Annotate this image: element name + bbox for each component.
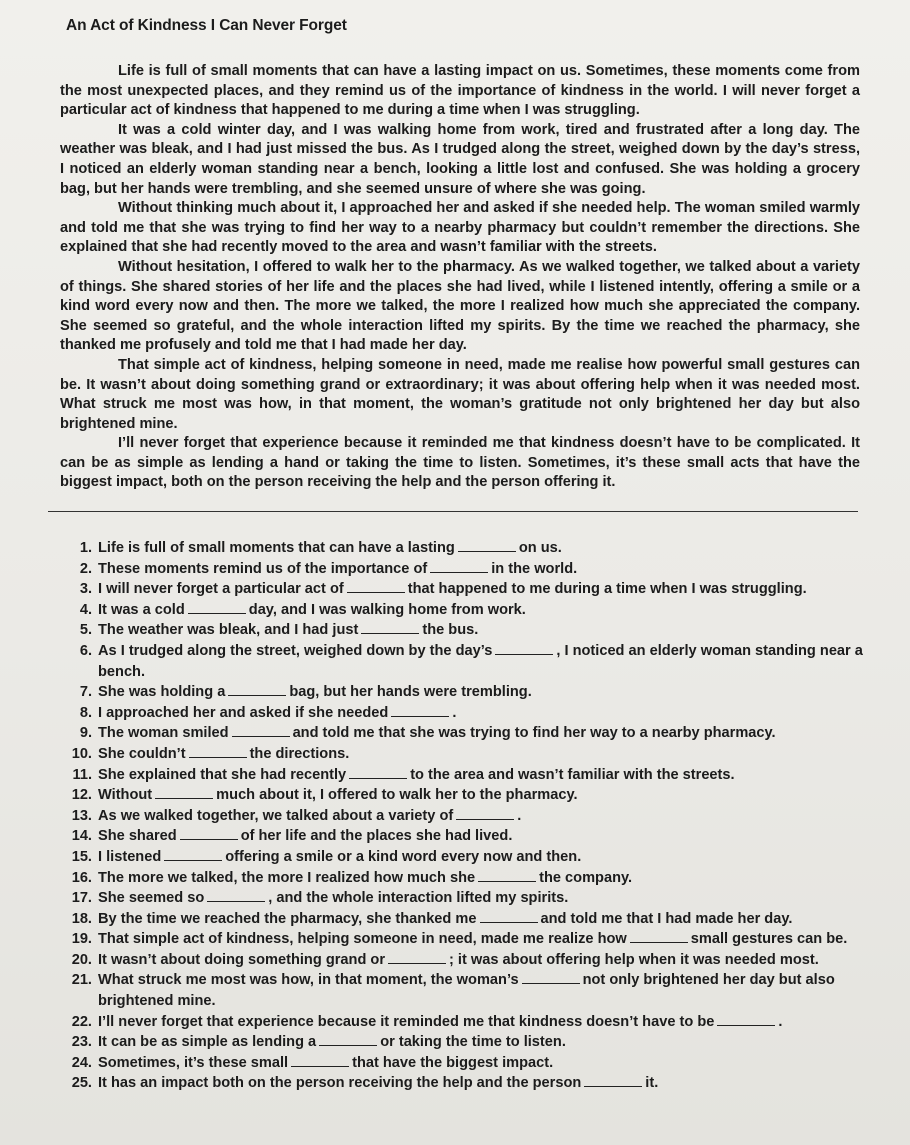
question-text-after: , I noticed an elderly woman standing near a bench.	[98, 642, 863, 680]
question-text	[98, 806, 872, 827]
question-text	[98, 600, 872, 621]
question-text-after: the company.	[539, 869, 633, 886]
question-text	[98, 559, 872, 580]
question-number: 13.	[71, 807, 92, 824]
question-text-before: I’ll never forget that experience because it reminded me that kindness doesn’t have to be	[98, 1013, 715, 1030]
question-text-before: As I trudged along the street, weighed down by the day’s	[98, 642, 493, 659]
answer-blank[interactable]	[717, 1013, 775, 1026]
answer-blank[interactable]	[180, 827, 238, 840]
question-text	[98, 929, 872, 950]
question-text-before: The weather was bleak, and I had just	[98, 622, 359, 639]
question-item	[62, 1032, 872, 1053]
question-item	[62, 723, 872, 744]
question-text-before: She shared	[98, 828, 177, 845]
question-text	[98, 682, 872, 703]
question-text-after: day, and I was walking home from work.	[248, 601, 526, 618]
question-text	[98, 641, 872, 682]
question-text	[98, 744, 872, 765]
question-number: 17.	[71, 890, 92, 907]
answer-blank[interactable]	[495, 642, 553, 655]
question-text	[98, 538, 872, 559]
question-number: 19.	[71, 931, 92, 948]
question-number: 20.	[71, 951, 92, 968]
question-number: 5.	[79, 622, 92, 639]
question-text-after: ; it was about offering help when it was needed most.	[449, 951, 819, 968]
question-item	[62, 559, 872, 580]
question-item	[62, 950, 872, 971]
question-item	[62, 847, 872, 868]
question-text-before: She explained that she had recently	[98, 766, 347, 783]
question-text	[98, 1053, 872, 1074]
question-text	[98, 703, 872, 724]
answer-blank[interactable]	[391, 704, 449, 717]
question-number: 10.	[71, 745, 92, 762]
question-text-after: much about it, I offered to walk her to the pharmacy.	[216, 787, 578, 804]
answer-blank[interactable]	[188, 601, 246, 614]
question-text-after: of her life and the places she had lived.	[240, 828, 513, 845]
question-text-after: to the area and wasn’t familiar with the streets.	[410, 766, 735, 783]
question-item	[62, 579, 872, 600]
question-number: 23.	[71, 1034, 92, 1051]
question-number: 7.	[79, 684, 92, 701]
question-text-after: that have the biggest impact.	[352, 1054, 554, 1071]
question-text	[98, 620, 872, 641]
answer-blank[interactable]	[361, 621, 419, 634]
question-text	[98, 785, 872, 806]
question-text-after: .	[778, 1013, 783, 1030]
answer-blank[interactable]	[291, 1054, 349, 1067]
answer-blank[interactable]	[349, 766, 407, 779]
story-text	[60, 62, 860, 493]
story-paragraph: Without thinking much about it, I approached her and asked if she needed help. The woman smiled warmly and told me that she was trying to find her way to a nearby pharmacy but couldn’t remember the directions. She explained that she had recently moved to the area and wasn’t familiar with the streets.	[60, 200, 860, 256]
question-text-before: Life is full of small moments that can have a lasting	[98, 540, 455, 556]
question-number: 12.	[71, 787, 92, 804]
question-item	[62, 1073, 872, 1094]
question-number: 25.	[71, 1075, 92, 1092]
question-text	[98, 1073, 872, 1094]
question-number: 2.	[79, 560, 92, 577]
question-text-after: , and the whole interaction lifted my spirits.	[268, 890, 569, 907]
question-number: 3.	[79, 581, 92, 598]
question-text-before: These moments remind us of the importance of	[98, 560, 428, 577]
question-text-before: I approached her and asked if she needed	[98, 704, 389, 721]
page-title: An Act of Kindness I Can Never Forget	[66, 17, 347, 34]
question-item	[62, 1012, 872, 1033]
question-number: 11.	[72, 766, 92, 783]
question-number: 1.	[79, 540, 92, 556]
question-text-before: I will never forget a particular act of	[98, 581, 344, 598]
question-text-before: It can be as simple as lending a	[98, 1034, 317, 1051]
story-paragraph: It was a cold winter day, and I was walking home from work, tired and frustrated after a long day. The weather was bleak, and I had just missed the bus. As I trudged along the street, weighed down by the day’s stress, I noticed an elderly woman standing near a bench, looking a little lost and confused. She was holding a grocery bag, but her hands were trembling, and she seemed unsure of where she was going.	[60, 121, 860, 197]
story-paragraph: I’ll never forget that experience because it reminded me that kindness doesn’t have to be complicated. It can be as simple as lending a hand or taking the time to listen. Sometimes, it’s these small acts that have the biggest impact, both on the person receiving the help and the person offering it.	[60, 435, 860, 491]
answer-blank[interactable]	[164, 848, 222, 861]
question-item	[62, 785, 872, 806]
question-text	[98, 950, 872, 971]
question-number: 9.	[79, 725, 92, 742]
question-text-before: I listened	[98, 848, 162, 865]
question-number: 4.	[79, 601, 92, 618]
answer-blank[interactable]	[630, 930, 688, 943]
question-text	[98, 868, 872, 889]
question-list	[62, 538, 872, 1094]
question-item	[62, 765, 872, 786]
answer-blank[interactable]	[522, 971, 580, 984]
question-text-before: It has an impact both on the person receiving the help and the person	[98, 1075, 582, 1092]
question-item	[62, 641, 872, 682]
question-text-before: That simple act of kindness, helping someone in need, made me realize how	[98, 931, 627, 948]
question-text-before: She was holding a	[98, 684, 226, 701]
question-text-before: The woman smiled	[98, 725, 229, 742]
question-text-after: and told me that I had made her day.	[540, 910, 793, 927]
question-text	[98, 909, 872, 930]
question-text-after: the directions.	[249, 745, 350, 762]
question-item	[62, 909, 872, 930]
question-text-before: It was a cold	[98, 601, 185, 618]
question-text	[98, 579, 872, 600]
answer-blank[interactable]	[189, 745, 247, 758]
question-text-before: What struck me most was how, in that moment, the woman’s	[98, 972, 519, 989]
story-paragraph: Without hesitation, I offered to walk her to the pharmacy. As we walked together, we talked about a variety of things. She shared stories of her life and the places she had lived, while I listened intently, offering a smile or a kind word every now and then. The more we talked, the more I realized how much she appreciated the company. She seemed so grateful, and the whole interaction lifted my spirits. By the time we reached the pharmacy, she thanked me profusely and told me that I had made her day.	[60, 258, 860, 354]
question-text	[98, 765, 872, 786]
question-text-after: .	[517, 807, 522, 824]
question-text	[98, 1012, 872, 1033]
answer-blank[interactable]	[155, 786, 213, 799]
question-text-before: Without	[98, 787, 153, 804]
question-text-after: the bus.	[422, 622, 479, 639]
story-paragraph: Life is full of small moments that can have a lasting impact on us. Sometimes, these moments come from the most unexpected places, and they remind us of the importance of kindness in the world. I will never forget a particular act of kindness that happened to me during a time when I was struggling.	[60, 63, 860, 119]
question-item	[62, 600, 872, 621]
answer-blank[interactable]	[478, 869, 536, 882]
question-number: 22.	[71, 1013, 92, 1030]
answer-blank[interactable]	[584, 1074, 642, 1087]
question-number: 14.	[71, 828, 92, 845]
question-number: 24.	[71, 1054, 92, 1071]
question-text	[98, 888, 872, 909]
question-text-before: It wasn’t about doing something grand or	[98, 951, 386, 968]
question-text	[98, 1032, 872, 1053]
answer-blank[interactable]	[232, 724, 290, 737]
question-item	[62, 538, 872, 559]
answer-blank[interactable]	[480, 910, 538, 923]
section-divider	[48, 511, 858, 512]
question-text-before: She seemed so	[98, 890, 205, 907]
question-text-before: Sometimes, it’s these small	[98, 1054, 289, 1071]
answer-blank[interactable]	[319, 1033, 377, 1046]
question-item	[62, 970, 872, 1011]
question-number: 21.	[71, 972, 92, 989]
question-number: 6.	[79, 642, 92, 659]
answer-blank[interactable]	[347, 580, 405, 593]
question-item	[62, 826, 872, 847]
question-text-after: or taking the time to listen.	[380, 1034, 566, 1051]
answer-blank[interactable]	[228, 683, 286, 696]
question-text-before: The more we talked, the more I realized how much she	[98, 869, 476, 886]
question-text-before: She couldn’t	[98, 745, 186, 762]
question-text-after: in the world.	[491, 560, 578, 577]
answer-blank[interactable]	[388, 951, 446, 964]
question-number: 16.	[71, 869, 92, 886]
question-item	[62, 868, 872, 889]
question-text-after: small gestures can be.	[690, 931, 848, 948]
question-text-after: offering a smile or a kind word every now and then.	[225, 848, 582, 865]
question-item	[62, 806, 872, 827]
question-text-before: As we walked together, we talked about a variety of	[98, 807, 454, 824]
question-text-after: and told me that she was trying to find her way to a nearby pharmacy.	[292, 725, 776, 742]
question-item	[62, 929, 872, 950]
question-item	[62, 703, 872, 724]
question-number: 8.	[79, 704, 92, 721]
question-item	[62, 682, 872, 703]
answer-blank[interactable]	[456, 807, 514, 820]
question-number: 18.	[71, 910, 92, 927]
story-paragraph: That simple act of kindness, helping someone in need, made me realise how powerful small gestures can be. It wasn’t about doing something grand or extraordinary; it was about offering help when it was needed most. What struck me most was how, in that moment, the woman’s gratitude not only brightened her day but also brightened mine.	[60, 356, 860, 432]
answer-blank[interactable]	[458, 539, 516, 552]
question-text-after: bag, but her hands were trembling.	[289, 684, 532, 701]
question-text	[98, 723, 872, 744]
question-text	[98, 847, 872, 868]
question-item	[62, 888, 872, 909]
question-text-after: not only brightened her day but also brightened mine.	[98, 972, 835, 1010]
question-text-after: it.	[645, 1075, 659, 1092]
question-item	[62, 620, 872, 641]
answer-blank[interactable]	[207, 889, 265, 902]
question-item	[62, 1053, 872, 1074]
question-text-before: By the time we reached the pharmacy, she thanked me	[98, 910, 477, 927]
question-item	[62, 744, 872, 765]
question-text-after: .	[452, 704, 457, 721]
question-text-after: that happened to me during a time when I was struggling.	[407, 581, 807, 598]
answer-blank[interactable]	[430, 560, 488, 573]
question-text-after: on us.	[518, 540, 562, 556]
question-number: 15.	[71, 848, 92, 865]
question-text	[98, 970, 872, 1011]
question-text	[98, 826, 872, 847]
